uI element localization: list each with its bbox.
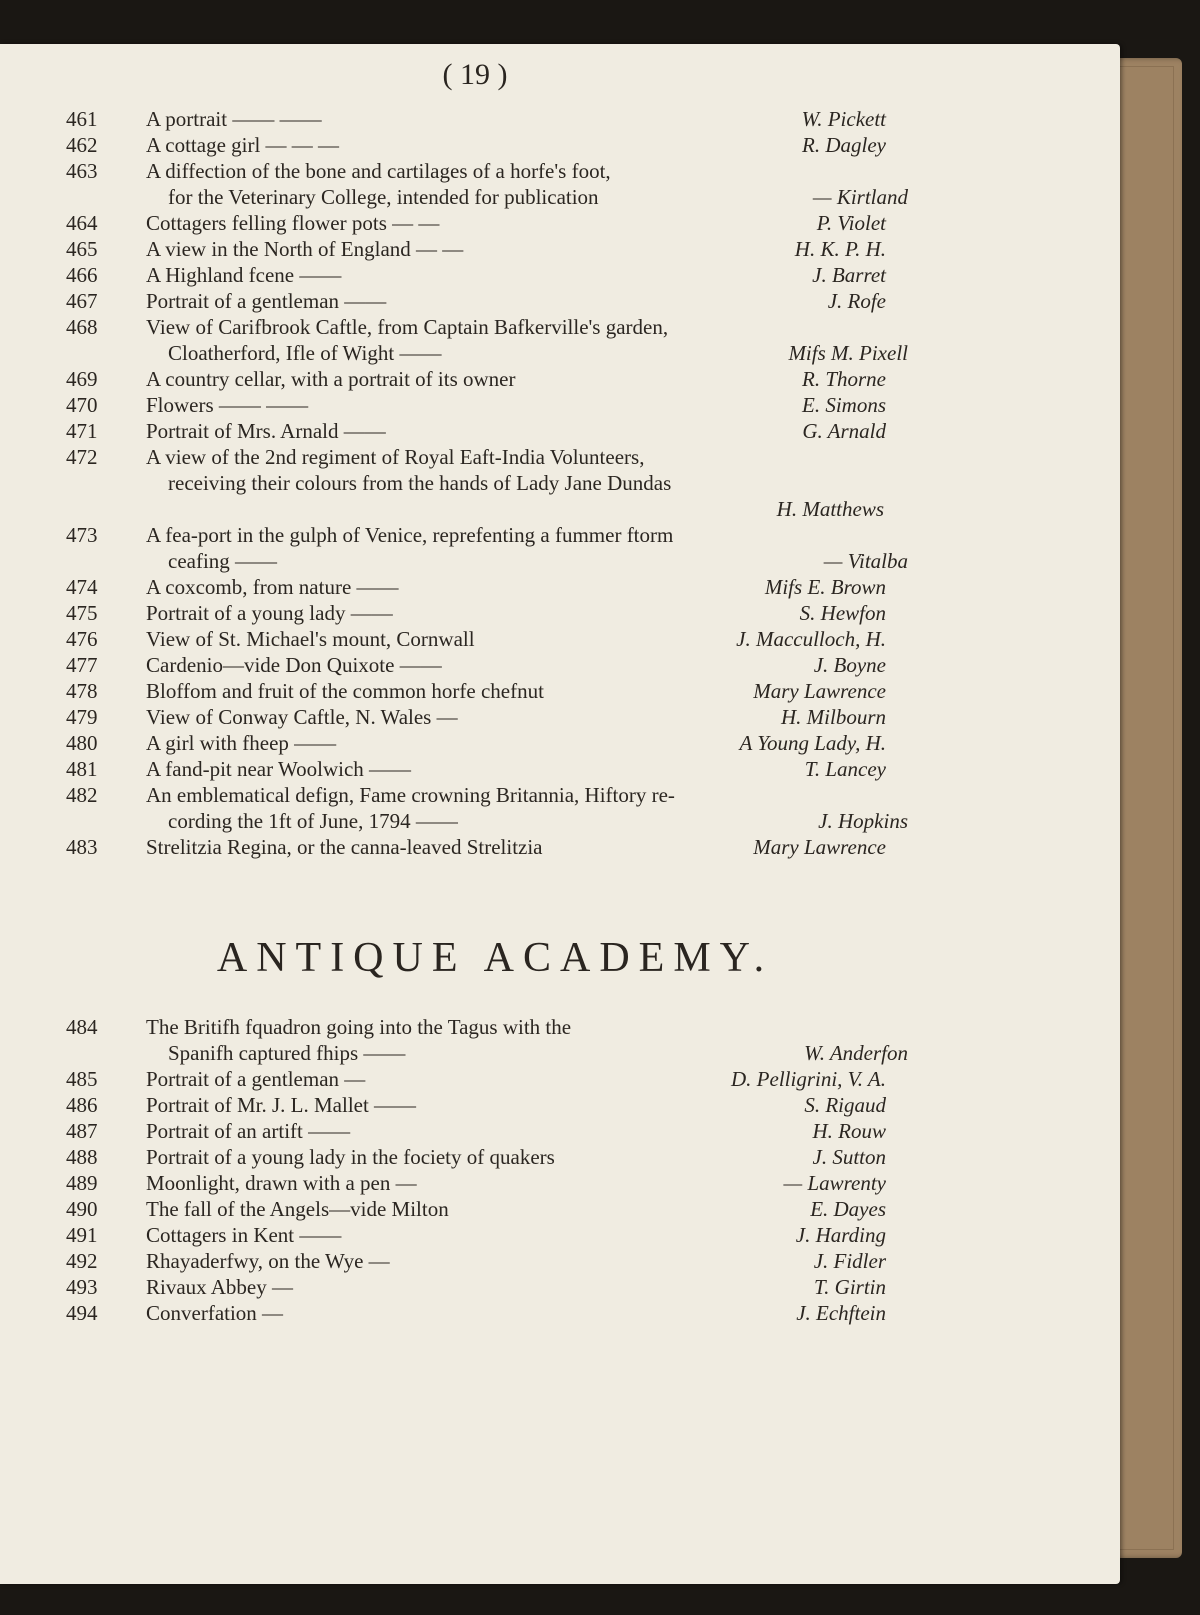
entry-title-line: A fand-pit near Woolwich —— [146,757,412,781]
entry-title-line: A view of the 2nd regiment of Royal Eaft-India Volunteers, [146,445,645,469]
entry-title-line: Portrait of a gentleman —— [146,289,387,313]
catalogue-entry [0,1014,1120,1066]
catalogue-entry [0,106,1120,132]
entry-title-line: View of Conway Caftle, N. Wales — [146,705,458,729]
entry-artist: E. Dayes [810,1197,886,1221]
entry-artist: T. Girtin [814,1275,886,1299]
catalogue-entry [0,1222,1120,1248]
entry-artist: — Lawrenty [783,1171,886,1195]
catalogue-entry [0,1144,1120,1170]
entry-artist: — Vitalba [823,549,908,573]
entry-title-line: Strelitzia Regina, or the canna-leaved Strelitzia [146,835,543,859]
entry-artist: J. Macculloch, H. [736,627,886,651]
catalogue-entry [0,1274,1120,1300]
entry-artist: H. Rouw [812,1119,886,1143]
entry-artist: J. Hopkins [818,809,908,833]
entry-title-line: Portrait of a young lady in the fociety of quakers [146,1145,555,1169]
entry-title-line: Moonlight, drawn with a pen — [146,1171,417,1195]
catalogue-entry [0,132,1120,158]
catalogue-entry [0,444,1120,522]
catalogue-entry [0,1196,1120,1222]
entries-list [0,106,1120,860]
catalogue-entry [0,288,1120,314]
entry-number: 492 [66,1249,98,1273]
entry-artist: J. Echftein [796,1301,886,1325]
entry-number: 462 [66,133,98,157]
entry-number: 485 [66,1067,98,1091]
entry-title-line: A Highland fcene —— [146,263,342,287]
entry-artist: T. Lancey [804,757,886,781]
entry-title-line: Rivaux Abbey — [146,1275,293,1299]
entry-number: 482 [66,783,98,807]
entry-number: 488 [66,1145,98,1169]
entry-title-line: View of Carifbrook Caftle, from Captain Bafkerville's garden, [146,315,669,339]
entry-number: 487 [66,1119,98,1143]
entry-artist: P. Violet [816,211,886,235]
entry-number: 463 [66,159,98,183]
catalogue-entry [0,418,1120,444]
catalogue-entry [0,236,1120,262]
entry-title-line: Cottagers in Kent —— [146,1223,342,1247]
entry-number: 478 [66,679,98,703]
antique-academy-entries [0,1014,1120,1326]
catalogue-entry [0,1118,1120,1144]
entry-title-line: Portrait of Mr. J. L. Mallet —— [146,1093,417,1117]
catalogue-entry [0,756,1120,782]
catalogue-entry [0,1170,1120,1196]
catalogue-entry [0,262,1120,288]
entry-number: 474 [66,575,98,599]
entry-number: 479 [66,705,98,729]
entry-number: 467 [66,289,98,313]
catalogue-entry [0,210,1120,236]
entry-artist: J. Harding [795,1223,886,1247]
entry-artist: D. Pelligrini, V. A. [731,1067,886,1091]
entry-title-line: A diffection of the bone and cartilages of a horfe's foot, [146,159,611,183]
entry-number: 469 [66,367,98,391]
catalogue-entry [0,1300,1120,1326]
entry-title-line: A cottage girl — — — [146,133,340,157]
catalogue-entry [0,158,1120,210]
entry-number: 472 [66,445,98,469]
entry-title-line: Portrait of a gentleman — [146,1067,366,1091]
entry-number: 491 [66,1223,98,1247]
entry-title-line: A country cellar, with a portrait of its owner [146,367,516,391]
catalogue-entry [0,1248,1120,1274]
entry-title-line: cording the 1ft of June, 1794 —— [168,809,458,833]
entry-number: 468 [66,315,98,339]
entry-artist: R. Thorne [802,367,886,391]
entry-artist: Mifs E. Brown [764,575,886,599]
entry-number: 477 [66,653,98,677]
entry-artist: J. Fidler [813,1249,886,1273]
catalogue-entry [0,600,1120,626]
entry-number: 466 [66,263,98,287]
entry-title-line: Cottagers felling flower pots — — [146,211,440,235]
entry-title-line: Converfation — [146,1301,284,1325]
entry-number: 471 [66,419,98,443]
entry-title-line: A portrait —— —— [146,107,322,131]
entry-artist: Mary Lawrence [753,679,886,703]
catalogue-entry [0,834,1120,860]
entry-artist: J. Barret [812,263,886,287]
entry-title-line: Portrait of Mrs. Arnald —— [146,419,386,443]
entry-title-line: receiving their colours from the hands of Lady Jane Dundas [168,471,672,495]
book-cover-edge [1110,58,1182,1558]
catalogue-entry [0,678,1120,704]
entry-artist: H. Matthews [776,497,884,521]
entry-number: 481 [66,757,98,781]
entry-title-line: A view in the North of England — — [146,237,464,261]
catalogue-entry [0,392,1120,418]
entry-title-line: A girl with fheep —— [146,731,337,755]
entry-number: 483 [66,835,98,859]
section-heading: ANTIQUE ACADEMY. [216,935,774,981]
entry-number: 493 [66,1275,98,1299]
entry-artist: J. Sutton [812,1145,886,1169]
entry-title-line: The Britifh fquadron going into the Tagus with the [146,1015,572,1039]
entry-artist: H. K. P. H. [794,237,886,261]
catalogue-entry [0,522,1120,574]
catalogue-entry [0,314,1120,366]
entry-number: 475 [66,601,98,625]
entry-number: 465 [66,237,98,261]
entry-number: 486 [66,1093,98,1117]
entry-artist: — Kirtland [812,185,908,209]
entry-artist: Mifs M. Pixell [788,341,908,365]
entry-artist: Mary Lawrence [753,835,886,859]
entry-number: 489 [66,1171,98,1195]
catalogue-entry [0,1092,1120,1118]
entry-title-line: Portrait of a young lady —— [146,601,393,625]
entry-title-line: Spanifh captured fhips —— [168,1041,406,1065]
catalogue-entry [0,626,1120,652]
entry-artist: W. Anderfon [804,1041,908,1065]
entry-title-line: The fall of the Angels—vide Milton [146,1197,449,1221]
catalogue-entry [0,652,1120,678]
entry-number: 464 [66,211,98,235]
entry-title-line: ceafing —— [168,549,278,573]
entry-title-line: for the Veterinary College, intended for publication [168,185,599,209]
entry-number: 484 [66,1015,98,1039]
entry-artist: S. Rigaud [804,1093,886,1117]
entry-artist: H. Milbourn [781,705,886,729]
entry-artist: R. Dagley [802,133,886,157]
entry-title-line: A coxcomb, from nature —— [146,575,399,599]
entry-title-line: Bloffom and fruit of the common horfe chefnut [146,679,544,703]
entry-title-line: View of St. Michael's mount, Cornwall [146,627,475,651]
catalogue-entry [0,1066,1120,1092]
entry-artist: E. Simons [802,393,886,417]
cover-border [1116,66,1174,1550]
entry-number: 473 [66,523,98,547]
entry-number: 490 [66,1197,98,1221]
entry-artist: W. Pickett [801,107,886,131]
catalogue-page [0,44,1120,1584]
entry-title-line: Cloatherford, Ifle of Wight —— [168,341,442,365]
entry-title-line: An emblematical defign, Fame crowning Britannia, Hiftory re- [146,783,675,807]
entry-artist: J. Rofe [827,289,886,313]
entry-title-line: Rhayaderfwy, on the Wye — [146,1249,390,1273]
entry-artist: A Young Lady, H. [739,731,886,755]
entry-title-line: Portrait of an artift —— [146,1119,351,1143]
entry-artist: S. Hewfon [799,601,886,625]
catalogue-entry [0,704,1120,730]
entry-number: 470 [66,393,98,417]
catalogue-entry [0,574,1120,600]
entry-title-line: Cardenio—vide Don Quixote —— [146,653,442,677]
entry-title-line: A fea-port in the gulph of Venice, reprefenting a fummer ftorm [146,523,674,547]
catalogue-entry [0,782,1120,834]
entry-number: 476 [66,627,98,651]
catalogue-entry [0,366,1120,392]
page-number: ( 19 ) [442,58,508,91]
entry-number: 461 [66,107,98,131]
entry-number: 480 [66,731,98,755]
entry-artist: J. Boyne [813,653,886,677]
catalogue-entry [0,730,1120,756]
entry-title-line: Flowers —— —— [146,393,309,417]
entry-artist: G. Arnald [802,419,886,443]
entry-number: 494 [66,1301,98,1325]
